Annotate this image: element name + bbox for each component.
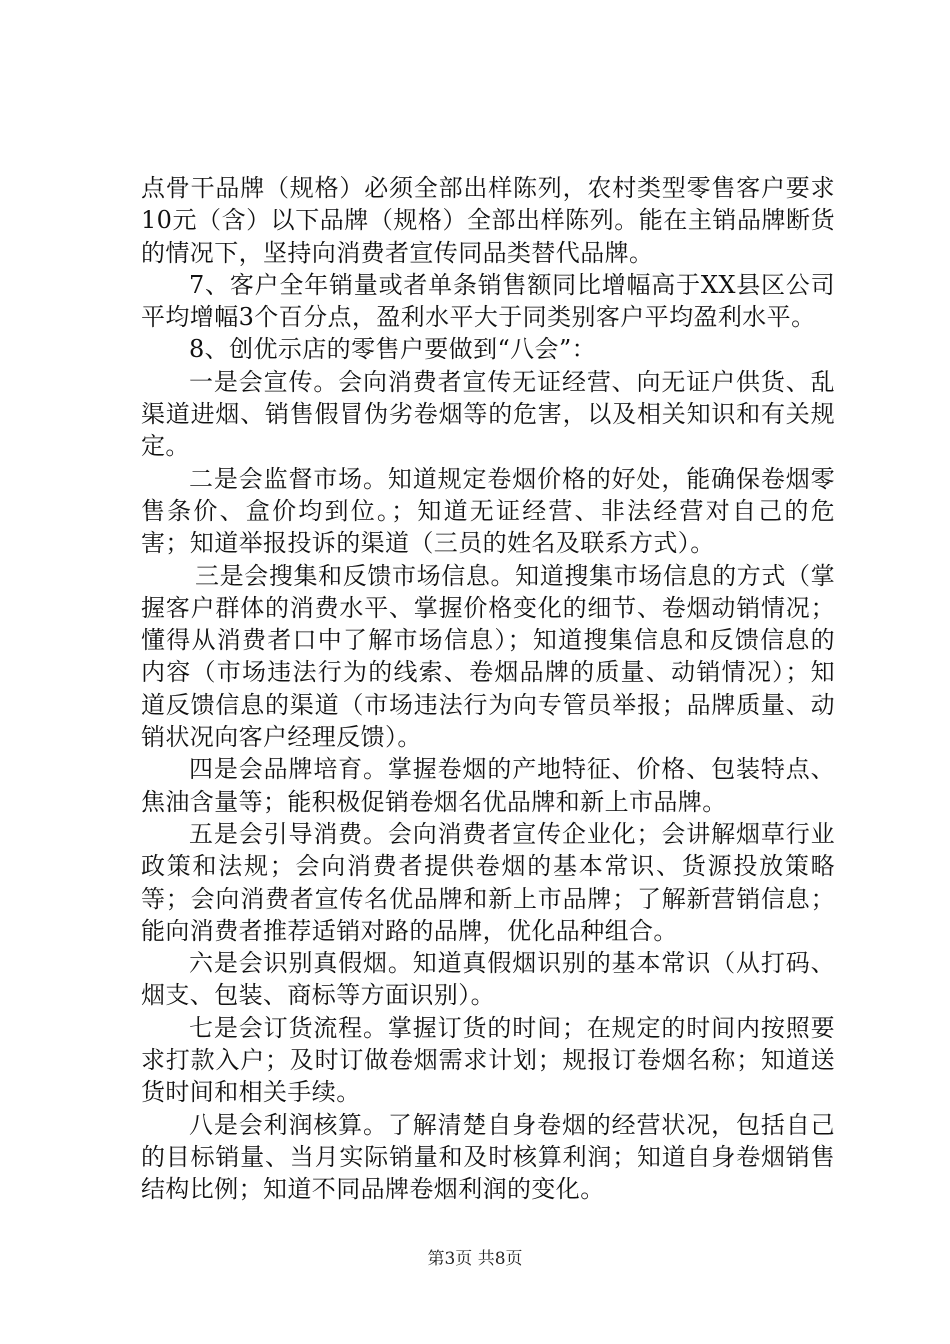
- paragraph-point-1: 一是会宣传。会向消费者宣传无证经营、向无证户供货、乱渠道进烟、销售假冒伪劣卷烟等的危害，以及相关知识和有关规定。: [141, 367, 835, 461]
- paragraph-point-8: 八是会利润核算。了解清楚自身卷烟的经营状况，包括自己的目标销量、当月实际销量和及时核算利润；知道自身卷烟销售结构比例；知道不同品牌卷烟利润的变化。: [141, 1110, 835, 1204]
- paragraph-item-7: 7、客户全年销量或者单条销售额同比增幅高于XX县区公司平均增幅3个百分点，盈利水平大于同类别客户平均盈利水平。: [141, 270, 835, 332]
- paragraph-point-2: 二是会监督市场。知道规定卷烟价格的好处，能确保卷烟零售条价、盒价均到位。；知道无证经营、非法经营对自己的危害；知道举报投诉的渠道（三员的姓名及联系方式）。: [141, 464, 835, 558]
- paragraph-point-4: 四是会品牌培育。掌握卷烟的产地特征、价格、包装特点、焦油含量等；能积极促销卷烟名优品牌和新上市品牌。: [141, 755, 835, 816]
- page-number-footer: 第3页 共8页: [427, 1249, 523, 1269]
- paragraph-item-8: 8、创优示店的零售户要做到“八会”：: [189, 335, 597, 364]
- paragraph-point-5: 五是会引导消费。会向消费者宣传企业化；会讲解烟草行业政策和法规；会向消费者提供卷烟的基本常识、货源投放策略等；会向消费者宣传名优品牌和新上市品牌；了解新营销信息；能向消费者推荐适销对路的品牌，优化品种组合。: [141, 819, 835, 945]
- paragraph-point-3: 三是会搜集和反馈市场信息。知道搜集市场信息的方式（掌握客户群体的消费水平、掌握价格变化的细节、卷烟动销情况；懂得从消费者口中了解市场信息）；知道搜集信息和反馈信息的内容（市场违法行为的线索、卷烟品牌的质量、动销情况）；知道反馈信息的渠道（市场违法行为向专管员举报；品牌质量、动销状况向客户经理反馈）。: [141, 561, 835, 752]
- paragraph-continuation: 点骨干品牌（规格）必须全部出样陈列，农村类型零售客户要求10元（含）以下品牌（规格）全部出样陈列。能在主销品牌断货的情况下，坚持向消费者宣传同品类替代品牌。: [141, 174, 835, 267]
- paragraph-point-6: 六是会识别真假烟。知道真假烟识别的基本常识（从打码、烟支、包装、商标等方面识别）。: [141, 949, 835, 1010]
- paragraph-point-7: 七是会订货流程。掌握订货的时间；在规定的时间内按照要求打款入户；及时订做卷烟需求计划；规报订卷烟名称；知道送货时间和相关手续。: [141, 1013, 835, 1107]
- document-body: [141, 172, 835, 1206]
